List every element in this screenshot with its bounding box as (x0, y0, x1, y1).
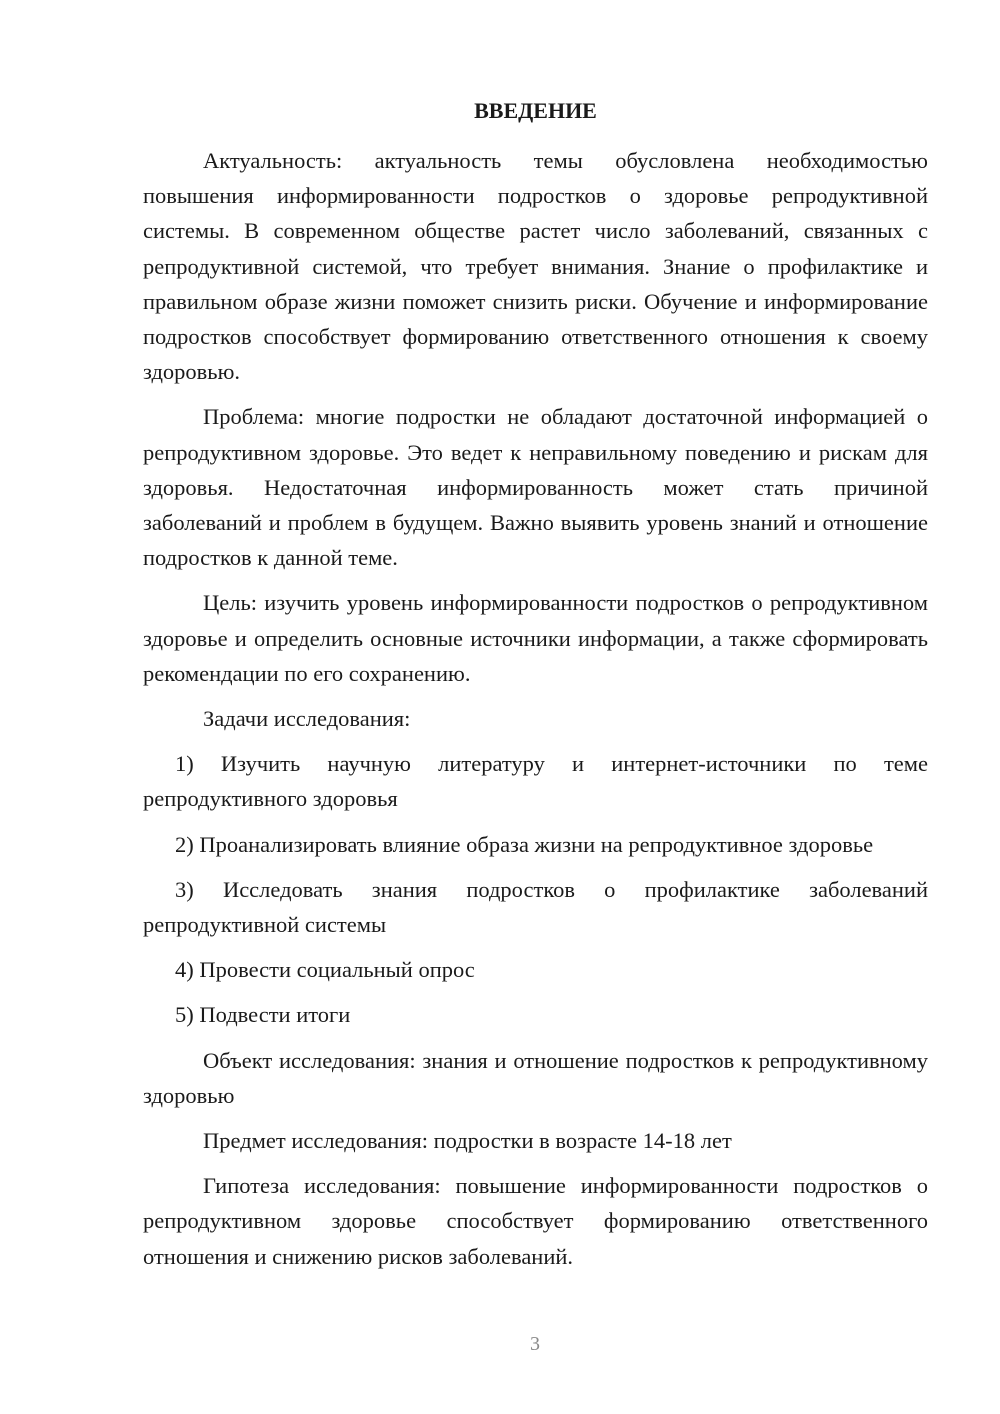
task-item-5: 5) Подвести итоги (175, 1002, 351, 1028)
problem-paragraph: Проблема: многие подростки не обладают достаточной информацией о репродуктивном здоровье. Это ведет к неправильному поведению и рискам для здоровья. Недостаточная информированность может стать причиной заболеваний и проблем в будущем. Важно выявить уровень знаний и отношение подростков к данной теме. (143, 404, 928, 571)
task-item-1: 1) Изучить научную литературу и интернет-источники по теме репродуктивного здоровья (143, 751, 928, 812)
object-paragraph: Объект исследования: знания и отношение подростков к репродуктивному здоровью (143, 1047, 928, 1108)
goal-paragraph: Цель: изучить уровень информированности подростков о репродуктивном здоровье и определить основные источники информации, а также сформировать рекомендации по его сохранению. (143, 590, 928, 686)
hypothesis-paragraph: Гипотеза исследования: повышение информированности подростков о репродуктивном здоровье способствует формированию ответственного отношения и снижению рисков заболеваний. (143, 1173, 928, 1269)
page-number: 3 (530, 1333, 540, 1355)
tasks-title: Задачи исследования: (203, 706, 411, 732)
task-item-2: 2) Проанализировать влияние образа жизни на репродуктивное здоровье (175, 831, 874, 857)
subject-paragraph: Предмет исследования: подростки в возрасте 14-18 лет (203, 1128, 732, 1154)
task-item-4: 4) Провести социальный опрос (175, 957, 475, 983)
relevance-paragraph: Актуальность: актуальность темы обусловлена необходимостью повышения информированности подростков о здоровье репродуктивной системы. В современном обществе растет число заболеваний, связанных с репродуктивной системой, что требует внимания. Знание о профилактике и правильном образе жизни поможет снизить риски. Обучение и информирование подростков способствует формированию ответственного отношения к своему здоровью. (143, 148, 928, 385)
section-heading: ВВЕДЕНИЕ (474, 98, 597, 123)
document-page (143, 93, 928, 1284)
task-item-3: 3) Исследовать знания подростков о профилактике заболеваний репродуктивной системы (143, 876, 928, 938)
